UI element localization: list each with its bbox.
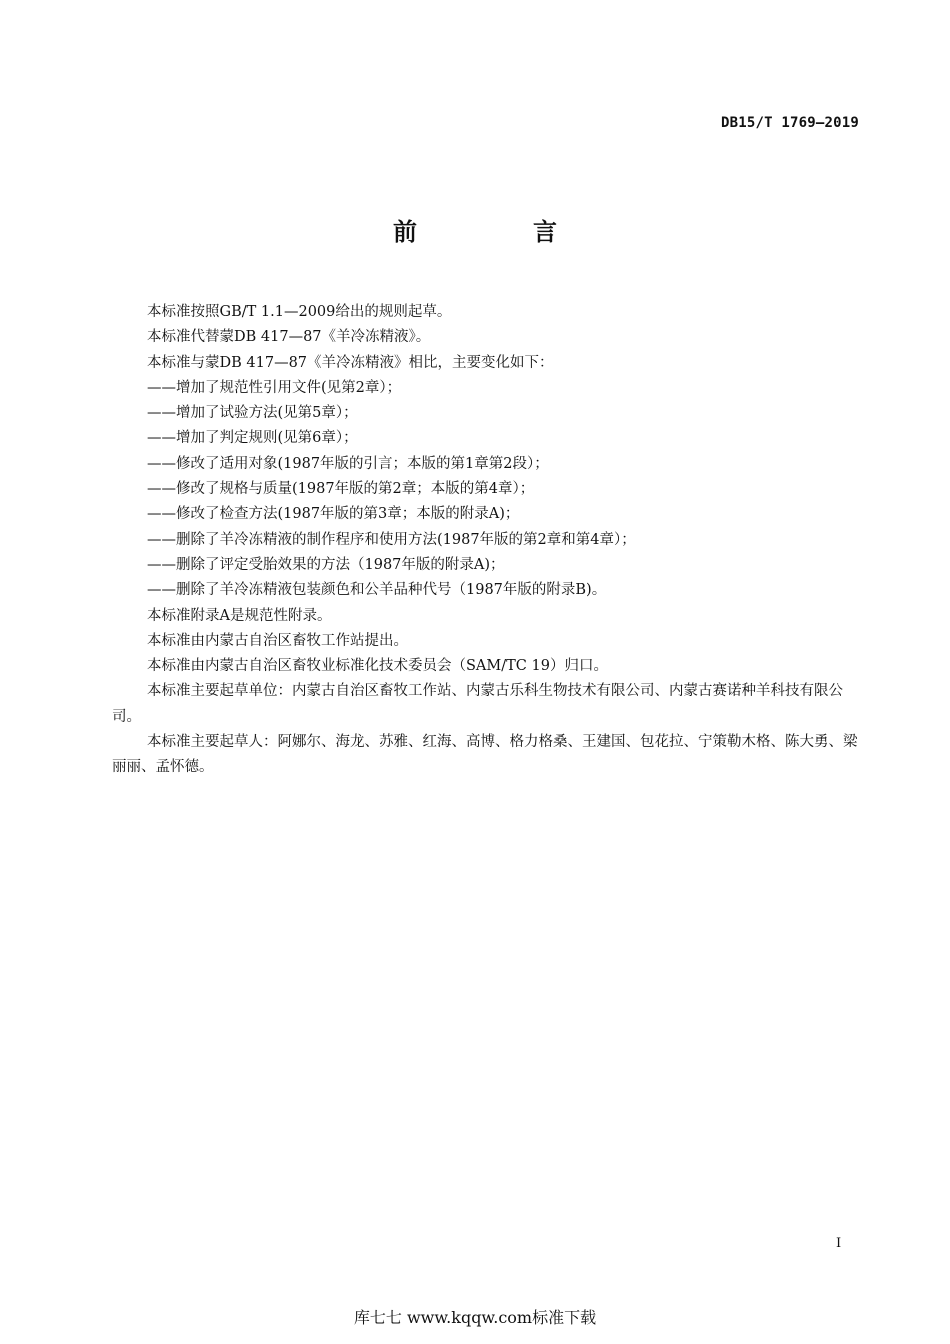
paragraph: 本标准代替蒙DB 417—87《羊冷冻精液》。 [147,329,431,346]
standard-code: DB15/T 1769—2019 [720,115,859,131]
change-item: ——删除了羊冷冻精液包装颜色和公羊品种代号（1987年版的附录B)。 [147,582,607,599]
paragraph: 本标准由内蒙古自治区畜牧业标准化技术委员会（SAM/TC 19）归口。 [147,658,608,675]
change-item: ——删除了评定受胎效果的方法（1987年版的附录A)； [147,556,505,573]
change-item: ——修改了规格与质量(1987年版的第2章；本版的第4章）； [147,481,535,498]
drafters: 本标准主要起草人：阿娜尔、海龙、苏雅、红海、高博、格力格桑、王建国、包花拉、宁策勒木格、陈大勇、梁丽丽、孟怀德。 [112,734,858,776]
paragraph: 本标准按照GB/T 1.1—2009给出的规则起草。 [147,304,452,320]
change-item: ——增加了规范性引用文件(见第2章）； [147,379,402,396]
drafting-units: 本标准主要起草单位：内蒙古自治区畜牧工作站、内蒙古乐科生物技术有限公司、内蒙古赛诺种羊科技有限公司。 [112,683,843,725]
page-number: I [836,1236,842,1251]
paragraph: 本标准附录A是规范性附录。 [147,607,332,624]
change-item: ——修改了检查方法(1987年版的第3章；本版的附录A)； [147,506,520,523]
footer-watermark: 库七七 www.kqqw.com标准下载 [353,1308,597,1327]
change-item: ——修改了适用对象(1987年版的引言；本版的第1章第2段）； [147,455,549,472]
change-item: ——增加了试验方法(见第5章）； [147,405,358,422]
foreword-body [112,300,862,781]
page-title: 前 言 [393,218,603,246]
paragraph: 本标准与蒙DB 417—87《羊冷冻精液》相比，主要变化如下： [147,354,554,371]
paragraph: 本标准由内蒙古自治区畜牧工作站提出。 [147,632,408,649]
change-item: ——删除了羊冷冻精液的制作程序和使用方法(1987年版的第2章和第4章）； [147,531,636,548]
change-item: ——增加了判定规则(见第6章）； [147,430,358,447]
